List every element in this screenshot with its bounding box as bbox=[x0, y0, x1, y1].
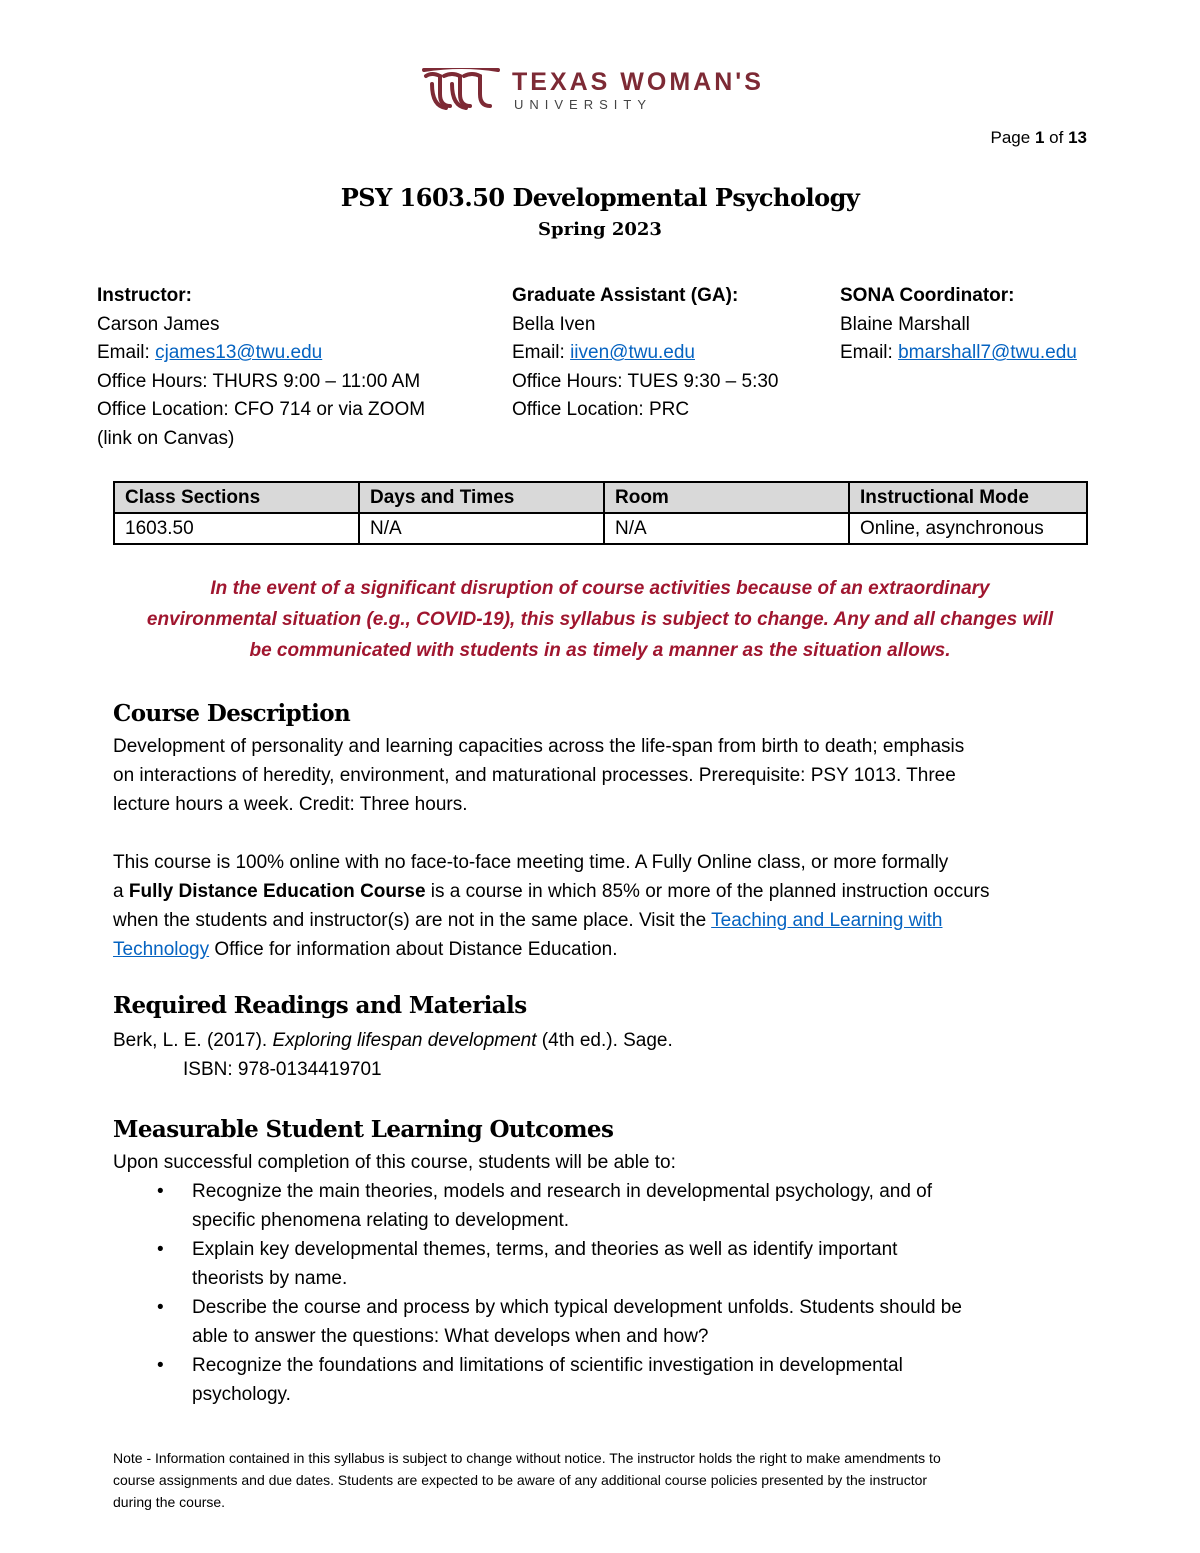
table-cell: N/A bbox=[359, 513, 604, 544]
list-item: • Recognize the foundations and limitations of scientific investigation in developmental psychology. bbox=[113, 1351, 1093, 1409]
course-title: PSY 1603.50 Developmental Psychology bbox=[340, 183, 860, 212]
instructor-name: Carson James bbox=[97, 313, 220, 335]
disruption-notice: In the event of a significant disruption of course activities because of an extraordinary environmental situation (e.g., COVID-19), this syllabus is subject to change. Any and all changes will be communicated with students in as timely a manner as the situation allows. bbox=[146, 578, 1054, 661]
ga-label: Graduate Assistant (GA): bbox=[512, 285, 739, 306]
readings-citation: Berk, L. E. (2017). Exploring lifespan development (4th ed.). Sage. ISBN: 978-0134419701 bbox=[113, 1026, 1093, 1084]
table-row bbox=[114, 513, 1087, 544]
teaching-learning-technology-link[interactable]: Teaching and Learning with bbox=[711, 910, 943, 931]
ga-email-line: Email: iiven@twu.edu bbox=[512, 342, 695, 364]
course-description-heading: Course Description bbox=[113, 700, 351, 727]
course-term: Spring 2023 bbox=[538, 219, 662, 240]
instructor-location: Office Location: CFO 714 or via ZOOM bbox=[97, 399, 426, 421]
learning-outcomes-heading: Measurable Student Learning Outcomes bbox=[113, 1116, 614, 1143]
logo-name: TEXAS WOMAN'S bbox=[512, 68, 764, 96]
sona-email-link[interactable]: bmarshall7@twu.edu bbox=[898, 342, 1077, 364]
ga-hours: Office Hours: TUES 9:30 – 5:30 bbox=[512, 370, 779, 392]
table-cell: 1603.50 bbox=[114, 513, 359, 544]
twu-emblem-icon bbox=[422, 68, 502, 112]
ga-name: Bella Iven bbox=[512, 313, 596, 335]
sona-name: Blaine Marshall bbox=[840, 313, 970, 335]
required-readings-heading: Required Readings and Materials bbox=[113, 992, 527, 1019]
instructor-contact bbox=[97, 282, 497, 454]
bullet-icon: • bbox=[157, 1239, 164, 1260]
university-logo bbox=[422, 66, 782, 116]
list-item: • Explain key developmental themes, terms, and theories as well as identify important theorists by name. bbox=[113, 1235, 1093, 1293]
table-header-cell: Instructional Mode bbox=[849, 482, 1087, 513]
bullet-icon: • bbox=[157, 1181, 164, 1202]
course-description-text: Development of personality and learning capacities across the life-span from birth to death; emphasis on interactions of heredity, environment, and maturational processes. Prerequisite: PSY 1013. Three lecture hours a week. Credit: Three hours. bbox=[113, 736, 965, 815]
list-item: • Recognize the main theories, models and research in developmental psychology, and of specific phenomena relating to development. bbox=[113, 1177, 1093, 1235]
outcomes-list bbox=[113, 1177, 1093, 1409]
table-header-cell: Room bbox=[604, 482, 849, 513]
table-header-cell: Class Sections bbox=[114, 482, 359, 513]
outcomes-intro: Upon successful completion of this course, students will be able to: bbox=[113, 1152, 676, 1173]
instructor-location-note: (link on Canvas) bbox=[97, 427, 235, 449]
online-course-text: This course is 100% online with no face-to-face meeting time. A Fully Online class, or more formally a Fully Distance Education Course is a course in which 85% or more of the planned instruction occurs when the students and instructor(s) are not in the same place. Visit the Teaching and Learning with Technology Office for information about Distance Education. bbox=[113, 852, 990, 960]
isbn: ISBN: 978-0134419701 bbox=[183, 1059, 382, 1080]
table-header-row bbox=[114, 482, 1087, 513]
sona-label: SONA Coordinator: bbox=[840, 285, 1015, 306]
list-item: • Describe the course and process by which typical development unfolds. Students should be able to answer the questions: What develops when and how? bbox=[113, 1293, 1093, 1351]
table-cell: N/A bbox=[604, 513, 849, 544]
ga-email-link[interactable]: iiven@twu.edu bbox=[570, 342, 695, 364]
instructor-hours: Office Hours: THURS 9:00 – 11:00 AM bbox=[97, 370, 421, 392]
instructor-email-link[interactable]: cjames13@twu.edu bbox=[155, 342, 323, 364]
class-sections-table bbox=[113, 481, 1088, 545]
bullet-icon: • bbox=[157, 1355, 164, 1376]
instructor-label: Instructor: bbox=[97, 285, 192, 306]
syllabus-footnote: Note - Information contained in this syllabus is subject to change without notice. The instructor holds the right to make amendments to course assignments and due dates. Students are expected to be aware of any additional course policies presented by the instructor during the course. bbox=[113, 1450, 941, 1510]
table-header-cell: Days and Times bbox=[359, 482, 604, 513]
instructor-email-line: Email: cjames13@twu.edu bbox=[97, 342, 323, 364]
sona-email-line: Email: bmarshall7@twu.edu bbox=[840, 342, 1077, 364]
teaching-learning-technology-link-cont[interactable]: Technology bbox=[113, 939, 210, 960]
page-number: Page 1 of 13 bbox=[990, 128, 1087, 147]
sona-contact bbox=[840, 282, 1140, 368]
table-cell: Online, asynchronous bbox=[849, 513, 1087, 544]
bullet-icon: • bbox=[157, 1297, 164, 1318]
logo-subtitle: UNIVERSITY bbox=[514, 97, 653, 112]
ga-contact bbox=[512, 282, 832, 425]
ga-location: Office Location: PRC bbox=[512, 399, 690, 421]
